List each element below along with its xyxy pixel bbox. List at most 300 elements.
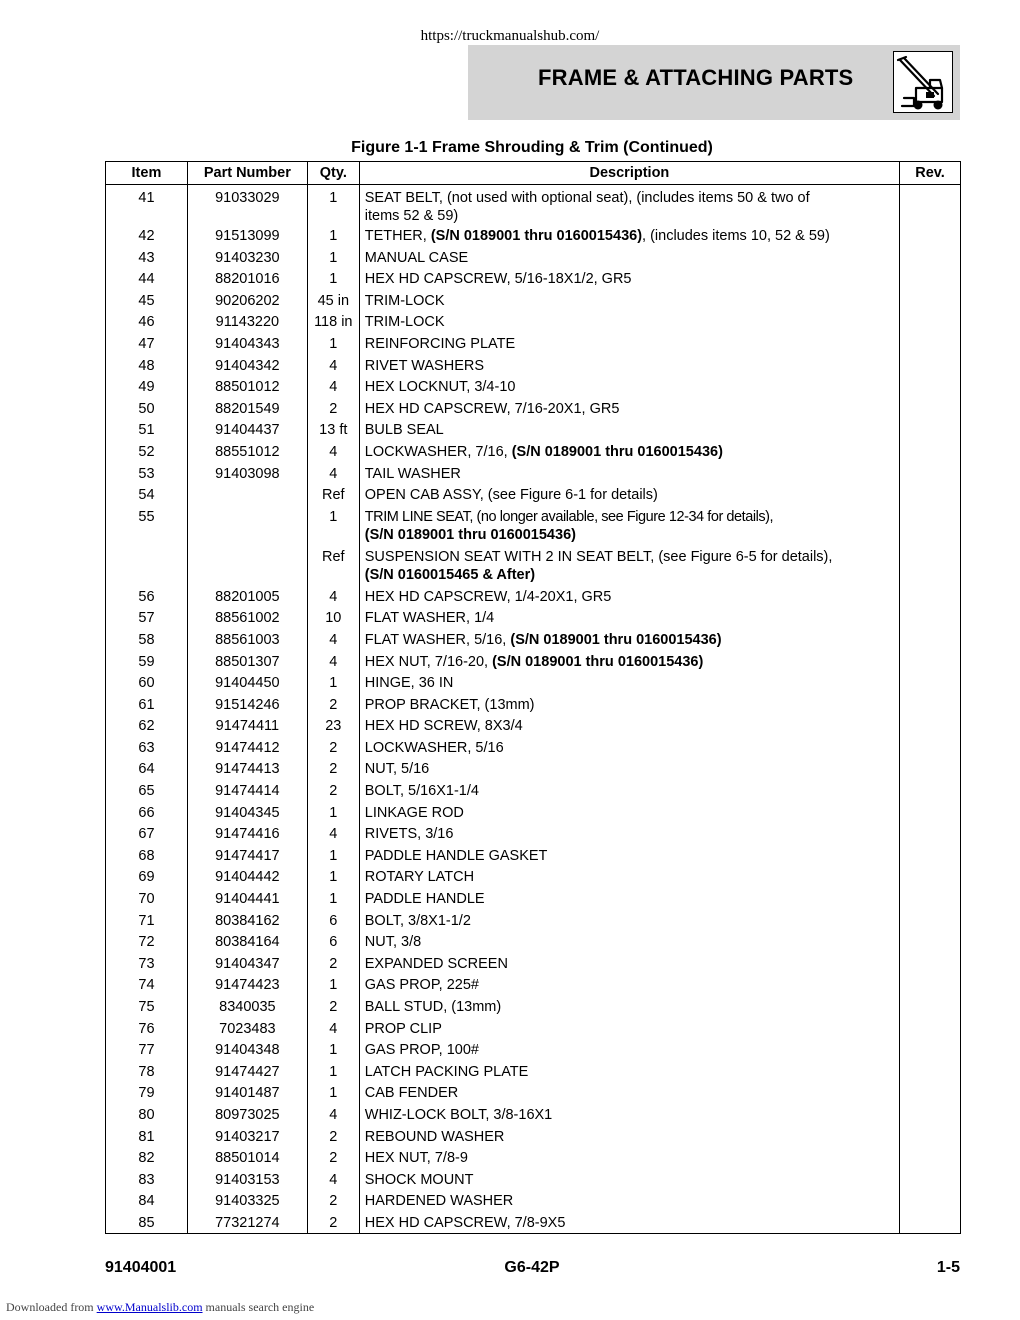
table-row — [106, 866, 961, 888]
rev-cell — [900, 333, 961, 355]
part-number-cell: 88201005 — [187, 586, 307, 608]
section-header — [468, 45, 960, 120]
rev-cell — [900, 996, 961, 1018]
description-text: HEX HD SCREW, 8X3/4 — [364, 718, 523, 735]
qty-cell: 2 — [307, 398, 359, 420]
description-text: HARDENED WASHER — [364, 1193, 514, 1210]
item-cell: 71 — [106, 910, 188, 932]
part-number-cell: 91513099 — [187, 225, 307, 247]
column-header-description: Description — [359, 162, 899, 185]
rev-cell — [900, 225, 961, 247]
part-number-cell — [187, 506, 307, 546]
rev-cell — [900, 506, 961, 546]
footer-model: G6-42P — [504, 1259, 560, 1276]
item-cell: 54 — [106, 484, 188, 506]
column-header-qty: Qty. — [307, 162, 359, 185]
table-row — [106, 996, 961, 1018]
description-cell — [359, 1147, 899, 1169]
rev-cell — [900, 586, 961, 608]
source-url: https://truckmanualshub.com/ — [420, 28, 600, 44]
part-number-cell: 88561003 — [187, 629, 307, 651]
description-text: LOCKWASHER, 7/16, — [364, 443, 512, 460]
item-cell: 78 — [106, 1061, 188, 1083]
part-number-cell: 8340035 — [187, 996, 307, 1018]
part-number-cell: 88501014 — [187, 1147, 307, 1169]
part-number-cell: 91404441 — [187, 888, 307, 910]
table-row — [106, 546, 961, 586]
part-number-cell: 91404343 — [187, 333, 307, 355]
description-cell — [359, 311, 899, 333]
table-row — [106, 780, 961, 802]
item-cell: 58 — [106, 629, 188, 651]
rev-cell — [900, 1147, 961, 1169]
rev-cell — [900, 311, 961, 333]
table-row — [106, 1082, 961, 1104]
part-number-cell: 80384162 — [187, 910, 307, 932]
table-row — [106, 398, 961, 420]
item-cell: 66 — [106, 802, 188, 824]
qty-cell: 4 — [307, 651, 359, 673]
rev-cell — [900, 441, 961, 463]
item-cell: 73 — [106, 953, 188, 975]
description-cell — [359, 484, 899, 506]
item-cell: 43 — [106, 247, 188, 269]
description-cell — [359, 651, 899, 673]
table-row — [106, 737, 961, 759]
qty-cell: 2 — [307, 1147, 359, 1169]
item-cell: 59 — [106, 651, 188, 673]
part-number-cell: 91404450 — [187, 672, 307, 694]
rev-cell — [900, 1126, 961, 1148]
qty-cell: 1 — [307, 888, 359, 910]
qty-cell: 6 — [307, 910, 359, 932]
rev-cell — [900, 694, 961, 716]
description-cell — [359, 441, 899, 463]
table-row — [106, 290, 961, 312]
part-number-cell: 80973025 — [187, 1104, 307, 1126]
item-cell: 52 — [106, 441, 188, 463]
description-cell — [359, 996, 899, 1018]
item-cell: 61 — [106, 694, 188, 716]
description-text: HEX NUT, 7/16-20, — [364, 653, 493, 670]
part-number-cell: 88201549 — [187, 398, 307, 420]
qty-cell: 1 — [307, 974, 359, 996]
description-text: BULB SEAL — [364, 422, 444, 439]
description-cell — [359, 463, 899, 485]
column-header-rev: Rev. — [900, 162, 961, 185]
description-cell — [359, 845, 899, 867]
item-cell: 50 — [106, 398, 188, 420]
description-text: TAIL WASHER — [364, 465, 461, 482]
item-cell: 75 — [106, 996, 188, 1018]
description-cell — [359, 629, 899, 651]
rev-cell — [900, 802, 961, 824]
description-cell — [359, 1190, 899, 1212]
rev-cell — [900, 1039, 961, 1061]
rev-cell — [900, 419, 961, 441]
rev-cell — [900, 1190, 961, 1212]
table-row — [106, 463, 961, 485]
description-cell — [359, 225, 899, 247]
description-text: PADDLE HANDLE GASKET — [364, 847, 548, 864]
serial-range-text: (S/N 0160015465 & After) — [364, 566, 536, 583]
description-text: HEX HD CAPSCREW, 5/16-18X1/2, GR5 — [364, 271, 632, 288]
description-text: RIVETS, 3/16 — [364, 826, 454, 843]
table-row — [106, 1190, 961, 1212]
item-cell: 69 — [106, 866, 188, 888]
serial-range-text: (S/N 0189001 thru 0160015436) — [510, 631, 722, 648]
table-row — [106, 1212, 961, 1234]
description-text: PROP BRACKET, (13mm) — [364, 696, 535, 713]
qty-cell: 4 — [307, 355, 359, 377]
rev-cell — [900, 1212, 961, 1234]
part-number-cell: 88551012 — [187, 441, 307, 463]
table-row — [106, 802, 961, 824]
serial-range-text: (S/N 0189001 thru 0160015436) — [364, 526, 576, 543]
rev-cell — [900, 463, 961, 485]
qty-cell: 1 — [307, 268, 359, 290]
qty-cell: 1 — [307, 1082, 359, 1104]
part-number-cell: 80384164 — [187, 931, 307, 953]
rev-cell — [900, 845, 961, 867]
item-cell: 67 — [106, 823, 188, 845]
description-cell — [359, 1082, 899, 1104]
part-number-cell: 91474427 — [187, 1061, 307, 1083]
description-cell — [359, 737, 899, 759]
description-text: LOCKWASHER, 5/16 — [364, 739, 504, 756]
description-cell — [359, 333, 899, 355]
item-cell: 82 — [106, 1147, 188, 1169]
description-text: PROP CLIP — [364, 1020, 442, 1037]
qty-cell: 13 ft — [307, 419, 359, 441]
description-cell — [359, 506, 899, 546]
description-cell — [359, 1104, 899, 1126]
qty-cell: 4 — [307, 1018, 359, 1040]
table-row — [106, 931, 961, 953]
qty-cell: 1 — [307, 333, 359, 355]
item-cell: 64 — [106, 758, 188, 780]
item-cell: 74 — [106, 974, 188, 996]
description-text: HEX LOCKNUT, 3/4-10 — [364, 379, 516, 396]
qty-cell: 2 — [307, 758, 359, 780]
part-number-cell: 91404442 — [187, 866, 307, 888]
table-row — [106, 506, 961, 546]
item-cell: 45 — [106, 290, 188, 312]
part-number-cell: 91404437 — [187, 419, 307, 441]
parts-table-body — [106, 185, 961, 1234]
table-row — [106, 1018, 961, 1040]
description-text: SEAT BELT, (not used with optional seat), (includes items 50 & two of — [364, 190, 810, 206]
item-cell: 77 — [106, 1039, 188, 1061]
description-text: ROTARY LATCH — [364, 869, 475, 886]
rev-cell — [900, 290, 961, 312]
description-cell — [359, 1169, 899, 1191]
part-number-cell: 88201016 — [187, 268, 307, 290]
rev-cell — [900, 931, 961, 953]
rev-cell — [900, 974, 961, 996]
qty-cell: 23 — [307, 715, 359, 737]
description-cell — [359, 953, 899, 975]
footer-doc-number: 91404001 — [105, 1259, 177, 1276]
rev-cell — [900, 651, 961, 673]
description-text: BOLT, 3/8X1-1/2 — [364, 912, 471, 929]
qty-cell: 4 — [307, 376, 359, 398]
rev-cell — [900, 737, 961, 759]
description-text: GAS PROP, 225# — [364, 977, 479, 994]
rev-cell — [900, 1061, 961, 1083]
part-number-cell: 91403217 — [187, 1126, 307, 1148]
table-row — [106, 355, 961, 377]
qty-cell: 118 in — [307, 311, 359, 333]
table-row — [106, 888, 961, 910]
description-text: WHIZ-LOCK BOLT, 3/8-16X1 — [364, 1106, 553, 1123]
rev-cell — [900, 398, 961, 420]
part-number-cell: 91474411 — [187, 715, 307, 737]
table-row — [106, 974, 961, 996]
qty-cell: 2 — [307, 1190, 359, 1212]
rev-cell — [900, 758, 961, 780]
qty-cell: Ref — [307, 546, 359, 586]
item-cell: 44 — [106, 268, 188, 290]
description-text: NUT, 3/8 — [364, 934, 422, 951]
rev-cell — [900, 672, 961, 694]
download-note — [6, 1300, 314, 1315]
table-row — [106, 225, 961, 247]
part-number-cell — [187, 546, 307, 586]
description-text: BALL STUD, (13mm) — [364, 999, 502, 1015]
item-cell: 47 — [106, 333, 188, 355]
description-text: HEX HD CAPSCREW, 7/8-9X5 — [364, 1214, 566, 1231]
description-cell — [359, 866, 899, 888]
item-cell: 63 — [106, 737, 188, 759]
table-row — [106, 247, 961, 269]
description-cell — [359, 888, 899, 910]
qty-cell: 1 — [307, 185, 359, 226]
qty-cell: 4 — [307, 629, 359, 651]
parts-table — [105, 161, 961, 1234]
description-cell — [359, 546, 899, 586]
qty-cell: 45 in — [307, 290, 359, 312]
description-text: CAB FENDER — [364, 1085, 459, 1102]
part-number-cell: 91404345 — [187, 802, 307, 824]
description-cell — [359, 355, 899, 377]
description-text: PADDLE HANDLE — [364, 891, 485, 908]
description-cell — [359, 715, 899, 737]
description-text: NUT, 5/16 — [364, 761, 430, 778]
table-row — [106, 376, 961, 398]
qty-cell: 2 — [307, 737, 359, 759]
description-text: TRIM LINE SEAT, (no longer available, see Figure 12-34 for details), — [364, 508, 774, 525]
column-header-item: Item — [106, 162, 188, 185]
description-cell — [359, 758, 899, 780]
item-cell: 68 — [106, 845, 188, 867]
qty-cell: 1 — [307, 225, 359, 247]
item-cell — [106, 546, 188, 586]
description-text: REBOUND WASHER — [364, 1128, 505, 1145]
qty-cell: 4 — [307, 1104, 359, 1126]
rev-cell — [900, 376, 961, 398]
description-cell — [359, 780, 899, 802]
part-number-cell — [187, 484, 307, 506]
description-text: TRIM-LOCK — [364, 292, 445, 309]
description-text: TRIM-LOCK — [364, 314, 445, 331]
qty-cell: 2 — [307, 694, 359, 716]
part-number-cell: 91404347 — [187, 953, 307, 975]
rev-cell — [900, 629, 961, 651]
rev-cell — [900, 715, 961, 737]
description-text: HEX NUT, 7/8-9 — [364, 1150, 468, 1167]
description-text: FLAT WASHER, 5/16, — [364, 631, 511, 648]
qty-cell: 6 — [307, 931, 359, 953]
qty-cell: 1 — [307, 845, 359, 867]
item-cell: 76 — [106, 1018, 188, 1040]
item-cell: 79 — [106, 1082, 188, 1104]
table-row — [106, 953, 961, 975]
item-cell: 72 — [106, 931, 188, 953]
description-cell — [359, 398, 899, 420]
rev-cell — [900, 953, 961, 975]
qty-cell: 10 — [307, 607, 359, 629]
table-row — [106, 672, 961, 694]
part-number-cell: 91474414 — [187, 780, 307, 802]
table-row — [106, 1147, 961, 1169]
section-title: FRAME & ATTACHING PARTS — [538, 65, 854, 90]
part-number-cell: 91403153 — [187, 1169, 307, 1191]
description-cell — [359, 1018, 899, 1040]
qty-cell: 2 — [307, 1126, 359, 1148]
description-cell — [359, 290, 899, 312]
item-cell: 49 — [106, 376, 188, 398]
qty-cell: 1 — [307, 672, 359, 694]
table-row — [106, 586, 961, 608]
part-number-cell: 91474423 — [187, 974, 307, 996]
item-cell: 53 — [106, 463, 188, 485]
qty-cell: 2 — [307, 953, 359, 975]
rev-cell — [900, 484, 961, 506]
description-text: items 52 & 59) — [364, 208, 459, 224]
description-cell — [359, 694, 899, 716]
item-cell: 70 — [106, 888, 188, 910]
item-cell: 42 — [106, 225, 188, 247]
table-row — [106, 910, 961, 932]
table-row — [106, 1126, 961, 1148]
qty-cell: 4 — [307, 823, 359, 845]
description-cell — [359, 376, 899, 398]
manualslib-link[interactable]: www.Manualslib.com — [96, 1300, 203, 1314]
qty-cell: 4 — [307, 441, 359, 463]
description-text: SHOCK MOUNT — [364, 1171, 474, 1188]
table-header-row — [106, 162, 961, 185]
rev-cell — [900, 268, 961, 290]
table-row — [106, 629, 961, 651]
part-number-cell: 88561002 — [187, 607, 307, 629]
qty-cell: 4 — [307, 586, 359, 608]
description-cell — [359, 586, 899, 608]
description-cell — [359, 672, 899, 694]
table-row — [106, 607, 961, 629]
rev-cell — [900, 823, 961, 845]
description-cell — [359, 419, 899, 441]
rev-cell — [900, 1082, 961, 1104]
description-cell — [359, 1061, 899, 1083]
item-cell: 83 — [106, 1169, 188, 1191]
description-text: TETHER, — [364, 228, 431, 244]
download-prefix: Downloaded from — [6, 1300, 97, 1314]
figure-title: Figure 1-1 Frame Shrouding & Trim (Continued) — [351, 139, 713, 156]
part-number-cell: 91474413 — [187, 758, 307, 780]
item-cell: 48 — [106, 355, 188, 377]
description-cell — [359, 910, 899, 932]
table-row — [106, 484, 961, 506]
table-row — [106, 441, 961, 463]
part-number-cell: 91474417 — [187, 845, 307, 867]
item-cell: 81 — [106, 1126, 188, 1148]
table-row — [106, 419, 961, 441]
table-row — [106, 651, 961, 673]
description-text: SUSPENSION SEAT WITH 2 IN SEAT BELT, (see Figure 6-5 for details), — [364, 548, 833, 565]
description-cell — [359, 974, 899, 996]
description-text: HEX HD CAPSCREW, 7/16-20X1, GR5 — [364, 400, 620, 417]
serial-range-text: (S/N 0189001 thru 0160015436) — [430, 228, 643, 244]
serial-range-text: (S/N 0189001 thru 0160015436) — [511, 443, 723, 460]
table-row — [106, 758, 961, 780]
rev-cell — [900, 546, 961, 586]
item-cell: 65 — [106, 780, 188, 802]
qty-cell: 1 — [307, 506, 359, 546]
table-row — [106, 1104, 961, 1126]
rev-cell — [900, 247, 961, 269]
description-cell — [359, 607, 899, 629]
description-cell — [359, 1126, 899, 1148]
description-text: HEX HD CAPSCREW, 1/4-20X1, GR5 — [364, 588, 612, 605]
qty-cell: 2 — [307, 996, 359, 1018]
description-text: GAS PROP, 100# — [364, 1042, 479, 1059]
part-number-cell: 88501012 — [187, 376, 307, 398]
table-row — [106, 715, 961, 737]
rev-cell — [900, 355, 961, 377]
part-number-cell: 91403325 — [187, 1190, 307, 1212]
rev-cell — [900, 1018, 961, 1040]
part-number-cell: 91403230 — [187, 247, 307, 269]
rev-cell — [900, 607, 961, 629]
description-text: LINKAGE ROD — [364, 804, 464, 821]
table-row — [106, 1169, 961, 1191]
part-number-cell: 91033029 — [187, 185, 307, 226]
description-text: REINFORCING PLATE — [364, 335, 516, 352]
description-text: RIVET WASHERS — [364, 357, 485, 374]
rev-cell — [900, 1169, 961, 1191]
part-number-cell: 91404342 — [187, 355, 307, 377]
qty-cell: 1 — [307, 1039, 359, 1061]
item-cell: 56 — [106, 586, 188, 608]
description-cell — [359, 1212, 899, 1234]
description-cell — [359, 185, 899, 226]
footer-page-number: 1-5 — [936, 1259, 960, 1276]
part-number-cell: 91401487 — [187, 1082, 307, 1104]
item-cell: 46 — [106, 311, 188, 333]
qty-cell: 1 — [307, 802, 359, 824]
item-cell: 60 — [106, 672, 188, 694]
item-cell: 55 — [106, 506, 188, 546]
part-number-cell: 7023483 — [187, 1018, 307, 1040]
description-text: BOLT, 5/16X1-1/4 — [364, 783, 479, 800]
item-cell: 80 — [106, 1104, 188, 1126]
part-number-cell: 91474416 — [187, 823, 307, 845]
description-cell — [359, 802, 899, 824]
rev-cell — [900, 888, 961, 910]
description-cell — [359, 247, 899, 269]
description-cell — [359, 931, 899, 953]
